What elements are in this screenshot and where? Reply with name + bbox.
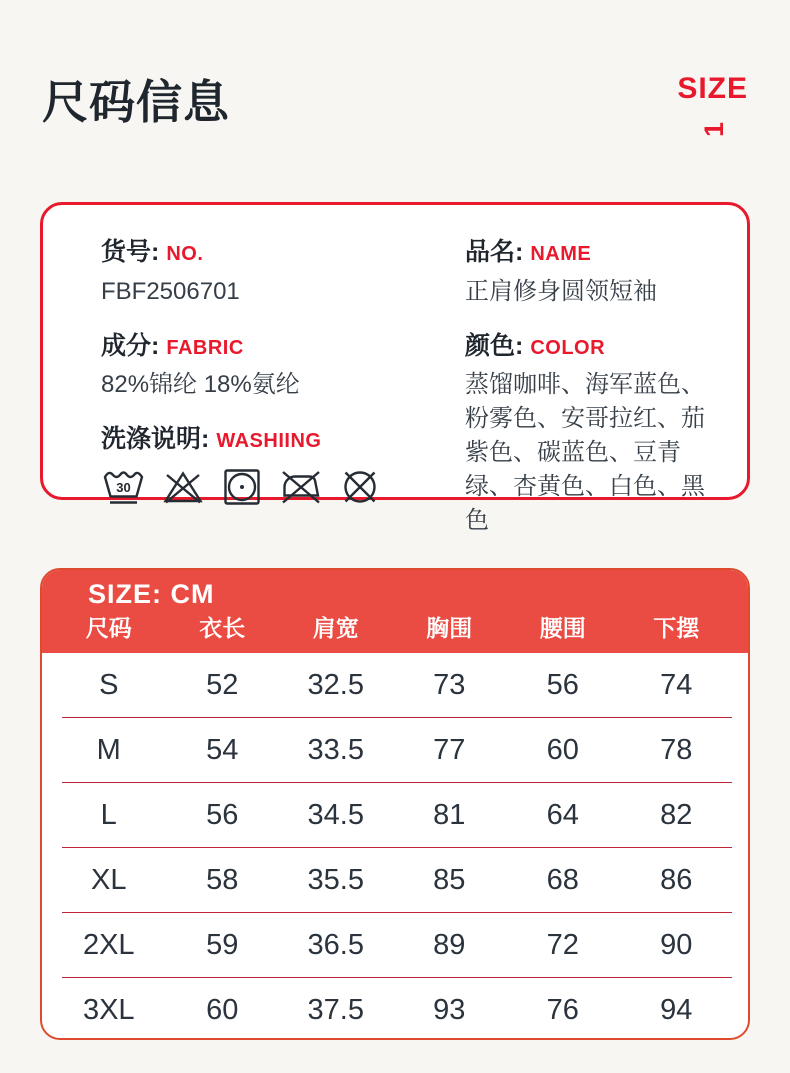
table-cell: 64	[546, 798, 579, 831]
table-cell: L	[100, 798, 117, 831]
color-label	[465, 333, 719, 361]
table-cell: 52	[206, 668, 239, 701]
column-header-shoulder: 肩宽	[312, 615, 359, 641]
size-table-body	[42, 653, 748, 1040]
table-row	[42, 783, 748, 847]
washing-block	[101, 426, 465, 510]
table-cell: 2XL	[82, 928, 135, 961]
color-label-en: COLOR	[530, 336, 606, 359]
do-not-dryclean-icon	[337, 464, 383, 510]
tumble-dry-icon	[219, 464, 265, 510]
table-cell: 82	[660, 798, 693, 831]
table-cell: 35.5	[307, 863, 364, 896]
table-cell: 89	[433, 928, 466, 961]
column-header-bust: 胸围	[426, 615, 473, 641]
color-label-zh: 颜色:	[465, 331, 524, 360]
table-cell: 86	[660, 863, 693, 896]
fabric-value: 82%锦纶 18%氨纶	[101, 371, 300, 398]
table-cell: M	[96, 733, 121, 766]
wash-30-icon	[101, 464, 147, 510]
size-table-unit-label: SIZE: CM	[88, 579, 215, 609]
table-row	[42, 653, 748, 717]
do-not-iron-icon	[278, 464, 324, 510]
table-cell: 60	[546, 733, 579, 766]
item-no-value: FBF2506701	[101, 277, 240, 305]
page-title: 尺码信息	[42, 76, 230, 128]
table-cell: 3XL	[82, 993, 135, 1026]
column-header-size: 尺码	[85, 615, 132, 641]
product-name-label-zh: 品名:	[465, 238, 524, 266]
washing-icons-row	[101, 464, 465, 510]
item-no-label-zh: 货号:	[101, 238, 160, 266]
do-not-bleach-icon	[160, 464, 206, 510]
fabric-block	[101, 333, 465, 403]
table-cell: 58	[206, 863, 239, 896]
table-cell: 81	[433, 798, 466, 831]
table-cell: 60	[206, 993, 239, 1026]
size-badge-number: 1	[698, 121, 729, 138]
product-name-value: 正肩修身圆领短袖	[465, 277, 657, 305]
table-row	[42, 718, 748, 782]
product-name-label	[465, 239, 719, 267]
table-cell: 72	[546, 928, 579, 961]
fabric-label-zh: 成分:	[101, 331, 160, 360]
table-row	[42, 978, 748, 1040]
table-cell: 78	[660, 733, 693, 766]
table-row	[42, 848, 748, 912]
table-cell: 36.5	[307, 928, 364, 961]
table-cell: 59	[206, 928, 239, 961]
table-cell: 73	[433, 668, 466, 701]
washing-label	[101, 426, 465, 454]
size-badge-label: SIZE	[677, 72, 748, 105]
column-header-waist: 腰围	[539, 615, 586, 641]
item-no-block	[101, 239, 465, 309]
fabric-label-en: FABRIC	[166, 336, 244, 359]
size-table-header	[42, 570, 748, 653]
svg-text:30: 30	[116, 479, 131, 495]
table-cell: 54	[206, 733, 239, 766]
table-cell: 94	[660, 993, 693, 1026]
column-header-length: 衣长	[199, 615, 246, 641]
size-badge	[677, 74, 748, 143]
table-cell: XL	[91, 863, 127, 896]
product-name-label-en: NAME	[530, 243, 592, 265]
color-value: 蒸馏咖啡、海军蓝色、粉雾色、安哥拉红、茄紫色、碳蓝色、豆青绿、杏黄色、白色、黑色	[465, 371, 705, 534]
item-no-label-en: NO.	[166, 243, 204, 265]
table-row	[42, 913, 748, 977]
color-block	[465, 333, 719, 539]
page-header	[42, 66, 748, 143]
table-cell: S	[99, 668, 119, 701]
column-header-hem: 下摆	[653, 615, 700, 641]
info-card-left-column	[101, 239, 465, 497]
table-cell: 90	[660, 928, 693, 961]
table-cell: 77	[433, 733, 466, 766]
table-cell: 34.5	[307, 798, 364, 831]
fabric-label	[101, 333, 465, 361]
table-cell: 56	[206, 798, 239, 831]
table-cell: 93	[433, 993, 466, 1026]
table-cell: 76	[546, 993, 579, 1026]
product-info-card	[40, 202, 750, 534]
size-table-column-row	[52, 615, 733, 641]
table-cell: 74	[660, 668, 693, 701]
washing-label-zh: 洗涤说明:	[101, 425, 210, 453]
product-name-block	[465, 239, 719, 309]
washing-label-en: WASHIING	[216, 430, 322, 452]
info-card-right-column	[465, 238, 747, 534]
table-cell: 37.5	[307, 993, 364, 1026]
item-no-label	[101, 239, 465, 267]
table-cell: 68	[546, 863, 579, 896]
table-cell: 56	[546, 668, 579, 701]
table-cell: 33.5	[307, 733, 364, 766]
table-cell: 85	[433, 863, 466, 896]
size-table	[40, 568, 750, 1040]
table-cell: 32.5	[307, 668, 364, 701]
